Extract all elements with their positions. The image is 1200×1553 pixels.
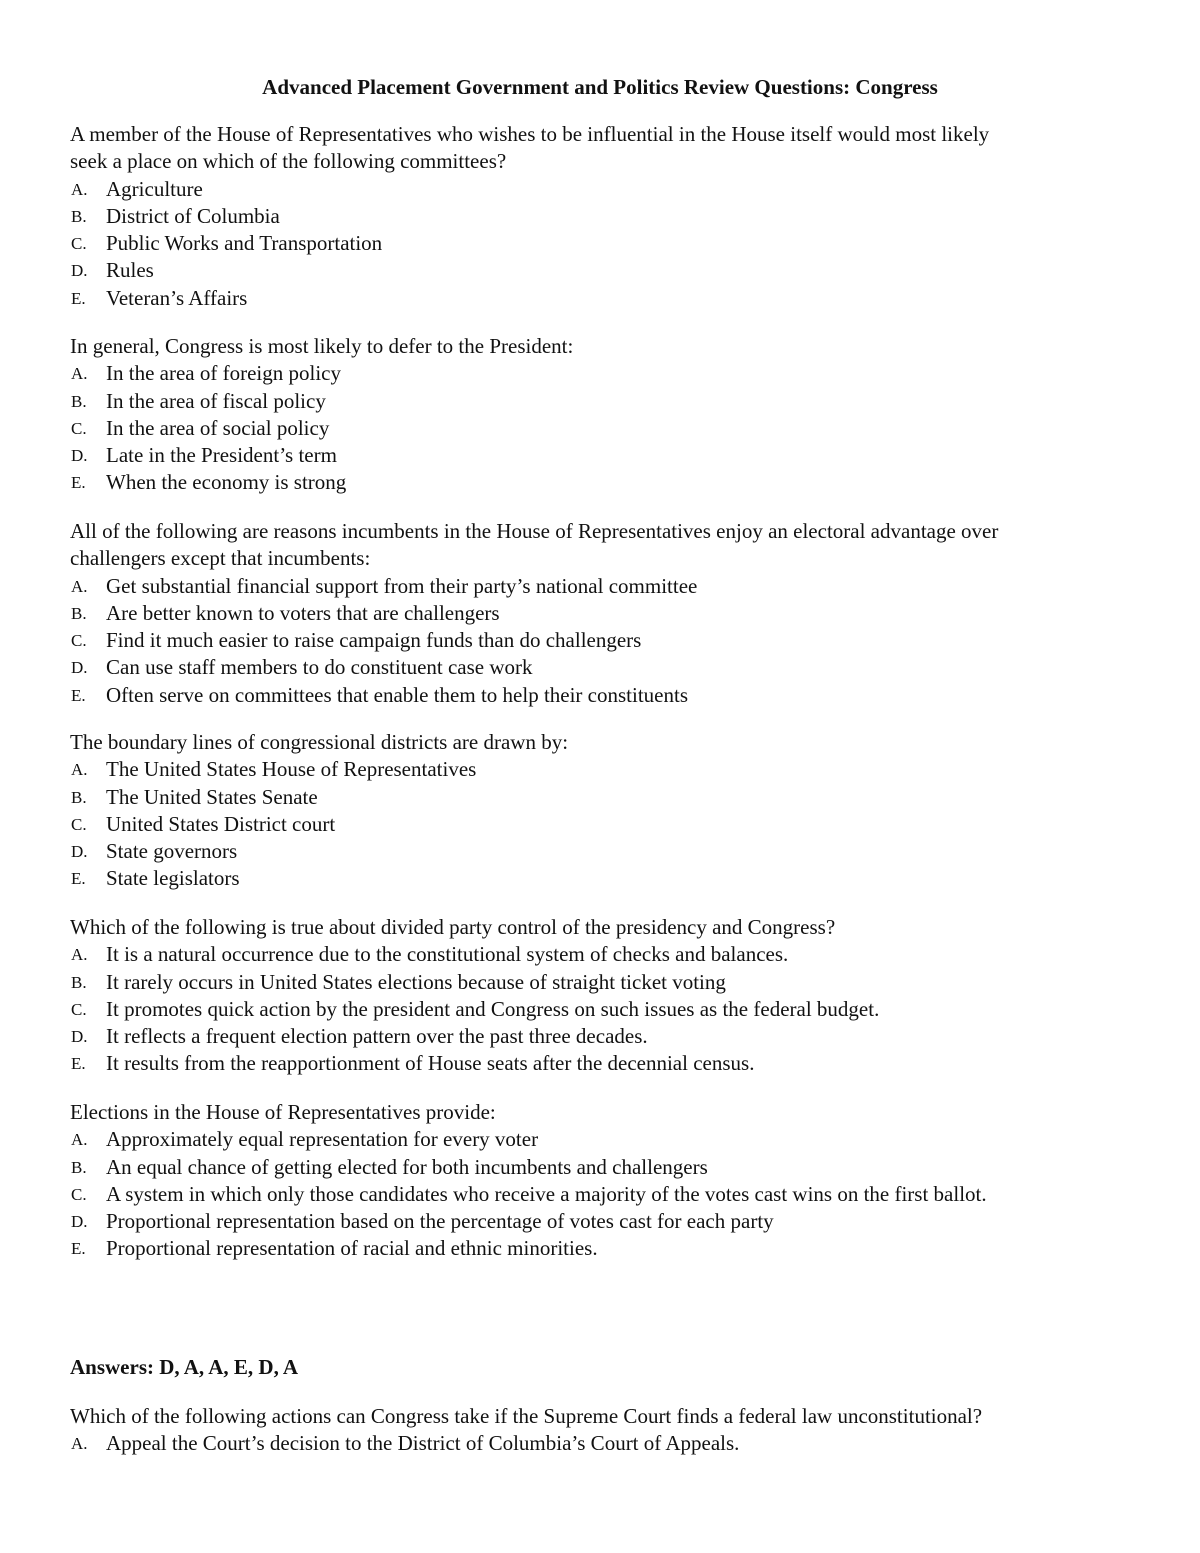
answer-option	[70, 600, 1140, 627]
answer-option	[70, 865, 1140, 892]
option-letter: D.	[71, 1027, 88, 1047]
option-text: In the area of foreign policy	[106, 361, 341, 386]
answer-option	[70, 1154, 1140, 1181]
option-text: Are better known to voters that are challengers	[106, 600, 500, 625]
document-title: Advanced Placement Government and Politics Review Questions: Congress	[262, 75, 938, 99]
option-letter: E.	[71, 685, 86, 705]
answer-option	[70, 682, 1140, 709]
answer-option	[70, 257, 1140, 284]
option-letter: E.	[71, 869, 86, 889]
question-stem: Which of the following actions can Congress take if the Supreme Court finds a federal law unconstitutional?	[70, 1404, 983, 1428]
option-letter: A.	[71, 179, 88, 199]
option-letter: E.	[71, 1239, 86, 1259]
option-letter: D.	[71, 658, 88, 678]
answer-option	[70, 784, 1140, 811]
option-text: In the area of social policy	[106, 415, 330, 440]
option-text: It promotes quick action by the president and Congress on such issues as the federal budget.	[106, 996, 880, 1021]
question-6	[70, 1099, 1140, 1263]
option-letter: A.	[71, 760, 88, 780]
option-text: When the economy is strong	[106, 470, 347, 495]
answer-option	[70, 969, 1140, 996]
answer-option	[70, 230, 1140, 257]
question-stem: The boundary lines of congressional districts are drawn by:	[70, 730, 569, 754]
question-4	[70, 729, 1140, 893]
answer-option	[70, 756, 1140, 783]
answer-option	[70, 285, 1140, 312]
option-letter: D.	[71, 261, 88, 281]
option-letter: C.	[71, 418, 87, 438]
option-text: The United States Senate	[106, 784, 318, 809]
option-text: State legislators	[106, 866, 240, 891]
answer-option	[70, 360, 1140, 387]
question-stem: A member of the House of Representatives who wishes to be influential in the House itself would most likely seek a place on which of the following committees?	[70, 122, 990, 174]
answer-option	[70, 388, 1140, 415]
question-stem: In general, Congress is most likely to defer to the President:	[70, 334, 574, 358]
answer-option	[70, 811, 1140, 838]
option-text: Proportional representation based on the percentage of votes cast for each party	[106, 1209, 774, 1234]
option-letter: A.	[71, 945, 88, 965]
option-letter: E.	[71, 473, 86, 493]
option-text: A system in which only those candidates who receive a majority of the votes cast wins on the first ballot.	[106, 1181, 987, 1206]
answer-options	[70, 573, 1140, 709]
option-letter: A.	[71, 1130, 88, 1150]
option-text: It reflects a frequent election pattern over the past three decades.	[106, 1024, 648, 1049]
option-text: Find it much easier to raise campaign funds than do challengers	[106, 628, 642, 653]
option-letter: C.	[71, 814, 87, 834]
answer-option	[70, 442, 1140, 469]
answer-option	[70, 1430, 1140, 1457]
answer-option	[70, 176, 1140, 203]
option-text: State governors	[106, 839, 238, 864]
option-letter: E.	[71, 1054, 86, 1074]
option-text: Appeal the Court’s decision to the District of Columbia’s Court of Appeals.	[106, 1431, 740, 1456]
answer-option	[70, 415, 1140, 442]
option-text: Rules	[106, 258, 154, 283]
option-text: Often serve on committees that enable them to help their constituents	[106, 682, 689, 707]
answer-key: Answers: D, A, A, E, D, A	[70, 1355, 299, 1379]
answer-option	[70, 1235, 1140, 1262]
option-letter: D.	[71, 446, 88, 466]
answer-option	[70, 1050, 1140, 1077]
option-text: It is a natural occurrence due to the constitutional system of checks and balances.	[106, 942, 789, 967]
option-letter: B.	[71, 391, 87, 411]
answer-option	[70, 654, 1140, 681]
answer-option	[70, 203, 1140, 230]
answer-option	[70, 996, 1140, 1023]
answer-option	[70, 1181, 1140, 1208]
question-stem: Elections in the House of Representatives provide:	[70, 1100, 496, 1124]
option-text: In the area of fiscal policy	[106, 388, 326, 413]
option-text: Get substantial financial support from their party’s national committee	[106, 573, 698, 598]
question-1	[70, 121, 1140, 312]
option-text: Public Works and Transportation	[106, 231, 383, 256]
question-stem: All of the following are reasons incumbents in the House of Representatives enjoy an electoral advantage over challengers except that incumbents:	[70, 519, 999, 571]
option-text: The United States House of Representatives	[106, 757, 477, 782]
answer-option	[70, 1126, 1140, 1153]
answer-options	[70, 756, 1140, 892]
option-text: Veteran’s Affairs	[106, 285, 248, 310]
option-letter: C.	[71, 234, 87, 254]
option-text: Agriculture	[106, 176, 203, 201]
answer-option	[70, 573, 1140, 600]
option-text: It results from the reapportionment of House seats after the decennial census.	[106, 1051, 755, 1076]
option-letter: A.	[71, 1434, 88, 1454]
option-letter: B.	[71, 972, 87, 992]
answer-option	[70, 627, 1140, 654]
answer-option	[70, 1023, 1140, 1050]
option-letter: B.	[71, 206, 87, 226]
option-letter: B.	[71, 603, 87, 623]
answer-option	[70, 941, 1140, 968]
option-letter: C.	[71, 631, 87, 651]
option-text: Approximately equal representation for every voter	[106, 1127, 539, 1152]
option-text: Can use staff members to do constituent case work	[106, 655, 533, 680]
answer-options	[70, 1430, 1140, 1457]
answer-options	[70, 176, 1140, 312]
option-letter: B.	[71, 1157, 87, 1177]
answer-options	[70, 1126, 1140, 1262]
answer-options	[70, 941, 1140, 1077]
option-letter: E.	[71, 288, 86, 308]
option-letter: D.	[71, 842, 88, 862]
option-text: Proportional representation of racial and ethnic minorities.	[106, 1236, 598, 1261]
question-3	[70, 518, 1140, 709]
question-7	[70, 1403, 1140, 1458]
answer-options	[70, 360, 1140, 496]
option-letter: D.	[71, 1212, 88, 1232]
question-5	[70, 914, 1140, 1078]
option-letter: C.	[71, 999, 87, 1019]
option-text: District of Columbia	[106, 203, 280, 228]
answer-option	[70, 469, 1140, 496]
option-text: An equal chance of getting elected for both incumbents and challengers	[106, 1154, 708, 1179]
question-stem: Which of the following is true about divided party control of the presidency and Congress?	[70, 915, 836, 939]
option-text: It rarely occurs in United States elections because of straight ticket voting	[106, 969, 726, 994]
option-text: United States District court	[106, 811, 336, 836]
option-text: Late in the President’s term	[106, 443, 337, 468]
answer-option	[70, 838, 1140, 865]
option-letter: A.	[71, 576, 88, 596]
answer-option	[70, 1208, 1140, 1235]
question-2	[70, 333, 1140, 497]
option-letter: A.	[71, 364, 88, 384]
option-letter: C.	[71, 1184, 87, 1204]
option-letter: B.	[71, 787, 87, 807]
